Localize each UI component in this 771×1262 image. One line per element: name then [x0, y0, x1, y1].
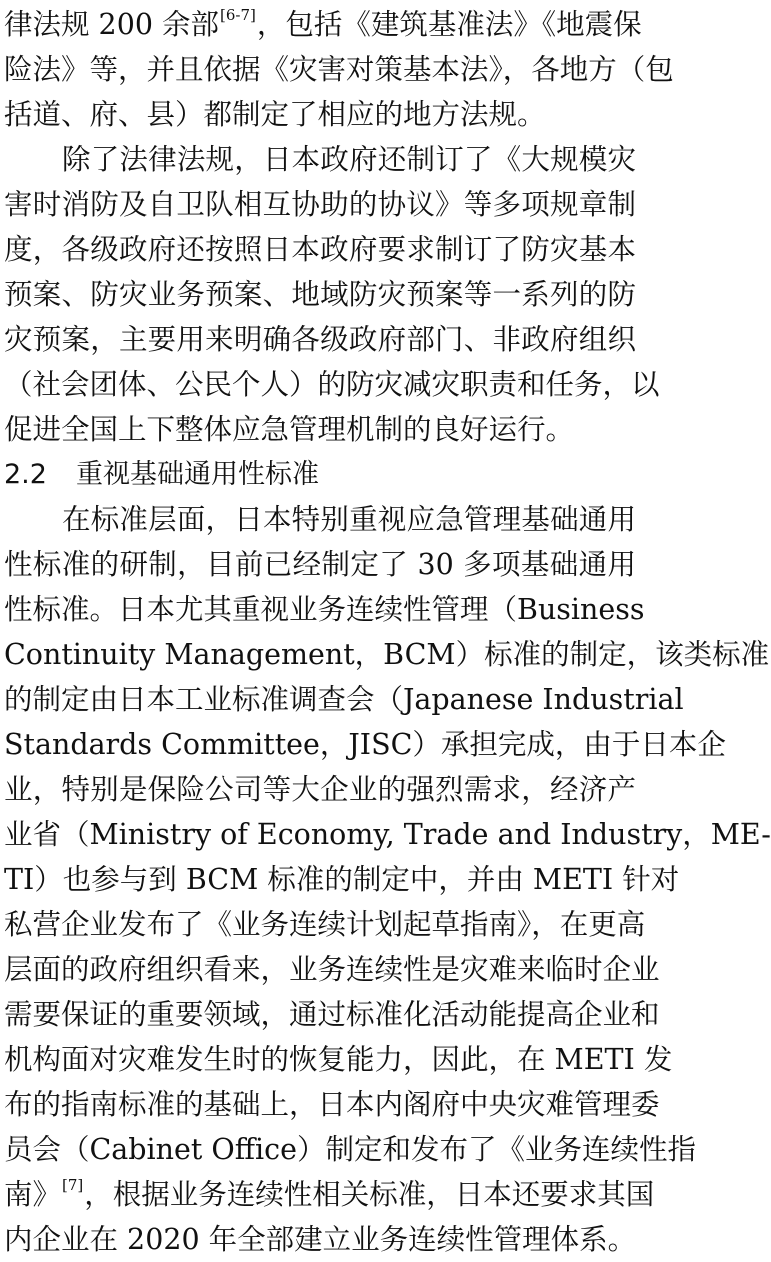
- text-line: Standards Committee，JISC）承担完成，由于日本企: [4, 728, 726, 761]
- section-heading: [4, 452, 636, 497]
- text-line: （社会团体、公民个人）的防灾减灾职责和任务，以: [4, 368, 660, 401]
- section-number: 2.2: [4, 459, 47, 490]
- text-line: 布的指南标准的基础上，日本内阁府中央灾难管理委: [4, 1088, 660, 1121]
- line-text: ，包括《建筑基准法》《地震保: [256, 8, 642, 41]
- line-text: 律法规 200 余部: [4, 8, 220, 41]
- text-line: 促进全国上下整体应急管理机制的良好运行。: [4, 413, 575, 446]
- text-line: 私营企业发布了《业务连续计划起草指南》，在更高: [4, 908, 646, 941]
- section-title: 重视基础通用性标准: [76, 459, 319, 490]
- text-line: 度，各级政府还按照日本政府要求制订了防灾基本: [4, 233, 636, 266]
- text-line: 员会（Cabinet Office）制定和发布了《业务连续性指: [4, 1133, 696, 1166]
- text-line: 内企业在 2020 年全部建立业务连续性管理体系。: [4, 1223, 637, 1256]
- text-line: 在标准层面，日本特别重视应急管理基础通用: [62, 503, 636, 536]
- paragraph-1: [4, 2, 674, 137]
- text-line: TI）也参与到 BCM 标准的制定中，并由 METI 针对: [4, 863, 680, 896]
- text-line: 险法》等，并且依据《灾害对策基本法》，各地方（包: [4, 53, 674, 86]
- text-line: 害时消防及自卫队相互协助的协议》等多项规章制: [4, 188, 636, 221]
- line-text: ，根据业务连续性相关标准，日本还要求其国: [84, 1178, 655, 1211]
- citation-ref[interactable]: [7]: [62, 1176, 84, 1194]
- text-line: 括道、府、县）都制定了相应的地方法规。: [4, 98, 546, 131]
- text-line: 的制定由日本工业标准调查会（Japanese Industrial: [4, 683, 684, 716]
- text-line: 层面的政府组织看来，业务连续性是灾难来临时企业: [4, 953, 660, 986]
- paragraph-2: [4, 137, 660, 452]
- text-line: [4, 1172, 655, 1217]
- text-line: 灾预案，主要用来明确各级政府部门、非政府组织: [4, 323, 636, 356]
- text-line: 除了法律法规，日本政府还制订了《大规模灾: [62, 143, 636, 176]
- citation-ref[interactable]: [6-7]: [220, 6, 256, 24]
- text-line: 性标准。日本尤其重视业务连续性管理（Business: [4, 593, 645, 626]
- text-line: 性标准的研制，目前已经制定了 30 多项基础通用: [4, 548, 636, 581]
- text-line: [4, 2, 642, 47]
- text-line: Continuity Management，BCM）标准的制定，该类标准: [4, 638, 770, 671]
- text-line: 业，特别是保险公司等大企业的强烈需求，经济产: [4, 773, 636, 806]
- line-text: 南》: [4, 1178, 62, 1211]
- text-line: 需要保证的重要领域，通过标准化活动能提高企业和: [4, 998, 660, 1031]
- text-line: 业省（Ministry of Economy, Trade and Industry，ME-: [4, 818, 771, 851]
- text-line: 预案、防灾业务预案、地域防灾预案等一系列的防: [4, 278, 636, 311]
- paragraph-3: [4, 497, 771, 1262]
- text-line: 机构面对灾难发生时的恢复能力，因此，在 METI 发: [4, 1043, 673, 1076]
